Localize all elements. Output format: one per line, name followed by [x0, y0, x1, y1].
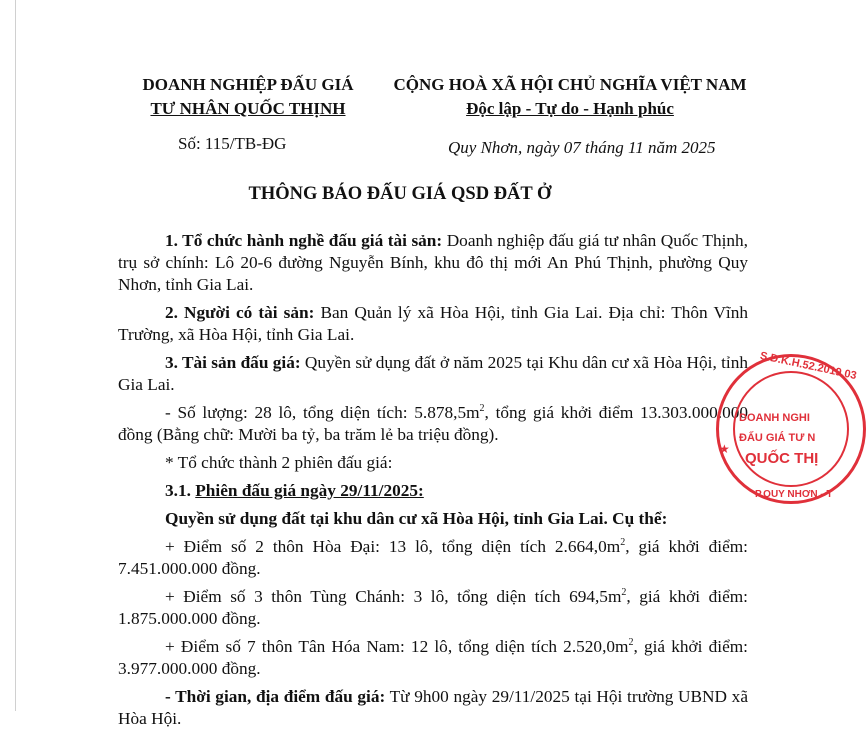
- date-line: Quy Nhơn, ngày 07 tháng 11 năm 2025: [448, 138, 716, 157]
- parcel-point-2: + Điểm số 2 thôn Hòa Đại: 13 lô, tổng diện tích $2.664,0m^2$, giá khởi điểm: 7.451.000.000 đồng.: [118, 537, 748, 578]
- section-3-1-subtitle: Quyền sử dụng đất tại khu dân cư xã Hòa Hội, tỉnh Gia Lai. Cụ thể:: [165, 509, 668, 528]
- sessions-note: * Tổ chức thành 2 phiên đấu giá:: [165, 453, 393, 472]
- parcel-point-3: + Điểm số 3 thôn Tùng Chánh: 3 lô, tổng diện tích $694,5m^2$, giá khởi điểm: 1.875.000.000 đồng.: [118, 587, 748, 628]
- auction-time-text: Từ 9h00 ngày 29/11/2025 tại Hội trường UBND xã Hòa Hội.: [118, 687, 748, 728]
- national-motto: Độc lập - Tự do - Hạnh phúc: [466, 99, 674, 118]
- section-3-1-number: 3.1.: [165, 481, 191, 500]
- section-3-label: 3. Tài sản đấu giá:: [165, 353, 301, 372]
- seal-star-icon: ★: [719, 442, 730, 456]
- seal-registration-code: S.Đ.K.H.52.2019.03: [758, 349, 858, 383]
- quantity-price: , tổng giá khởi điểm 13.303.000.000 đồng (Bằng chữ: Mười ba tỷ, ba trăm lẻ ba triệu đồng).: [118, 403, 748, 444]
- seal-text-line1: DOANH NGHI: [739, 412, 810, 424]
- section-3-1-heading: [118, 480, 748, 502]
- page-edge: [15, 0, 16, 711]
- section-1-text: Doanh nghiệp đấu giá tư nhân Quốc Thịnh, trụ sở chính: Lô 20-6 đường Nguyễn Bính, khu đô thị mới An Phú Thịnh, phường Quy Nhơn, tỉnh Gia Lai.: [118, 231, 748, 294]
- company-seal: [716, 349, 866, 504]
- seal-inner-ring: [733, 371, 849, 487]
- quantity-paragraph: [118, 402, 748, 446]
- document-number: Số: 115/TB-ĐG: [178, 134, 287, 153]
- national-header: [390, 73, 750, 121]
- auction-time-location: [118, 686, 748, 730]
- section-3-1-title: Phiên đấu giá ngày 29/11/2025:: [195, 481, 424, 500]
- section-1-label: 1. Tổ chức hành nghề đấu giá tài sản:: [165, 231, 443, 250]
- document-title: THÔNG BÁO ĐẤU GIÁ QSD ĐẤT Ở: [248, 184, 552, 204]
- superscript-2: 2: [479, 403, 485, 415]
- seal-text-line2: ĐẤU GIÁ TƯ N: [739, 432, 816, 444]
- section-2: [118, 302, 748, 346]
- section-1: [118, 230, 748, 296]
- section-2-label: 2. Người có tài sản:: [165, 303, 315, 322]
- parcel-point-7: + Điểm số 7 thôn Tân Hóa Nam: 12 lô, tổng diện tích $2.520,0m^2$, giá khởi điểm: 3.977.000.000 đồng.: [118, 637, 748, 678]
- seal-bottom-text: P.QUY NHƠN - T: [755, 489, 833, 500]
- seal-text-line3: QUỐC THỊ: [745, 450, 819, 467]
- section-3: [118, 352, 748, 396]
- document-body: [118, 230, 748, 736]
- section-2-text: Ban Quản lý xã Hòa Hội, tỉnh Gia Lai. Địa chỉ: Thôn Vĩnh Trường, xã Hòa Hội, tỉnh Gia Lai.: [118, 303, 749, 344]
- org-name-line1: DOANH NGHIỆP ĐẤU GIÁ: [142, 75, 354, 94]
- organization-header: [118, 73, 378, 121]
- auction-time-label: - Thời gian, địa điểm đấu giá:: [165, 687, 386, 706]
- quantity-text: - Số lượng: 28 lô, tổng diện tích: 5.878,5m: [165, 403, 480, 422]
- org-name-line2: TƯ NHÂN QUỐC THỊNH: [150, 99, 346, 118]
- section-3-text: Quyền sử dụng đất ở năm 2025 tại Khu dân cư xã Hòa Hội, tỉnh Gia Lai.: [118, 353, 748, 394]
- country-name: CỘNG HOÀ XÃ HỘI CHỦ NGHĨA VIỆT NAM: [393, 75, 747, 94]
